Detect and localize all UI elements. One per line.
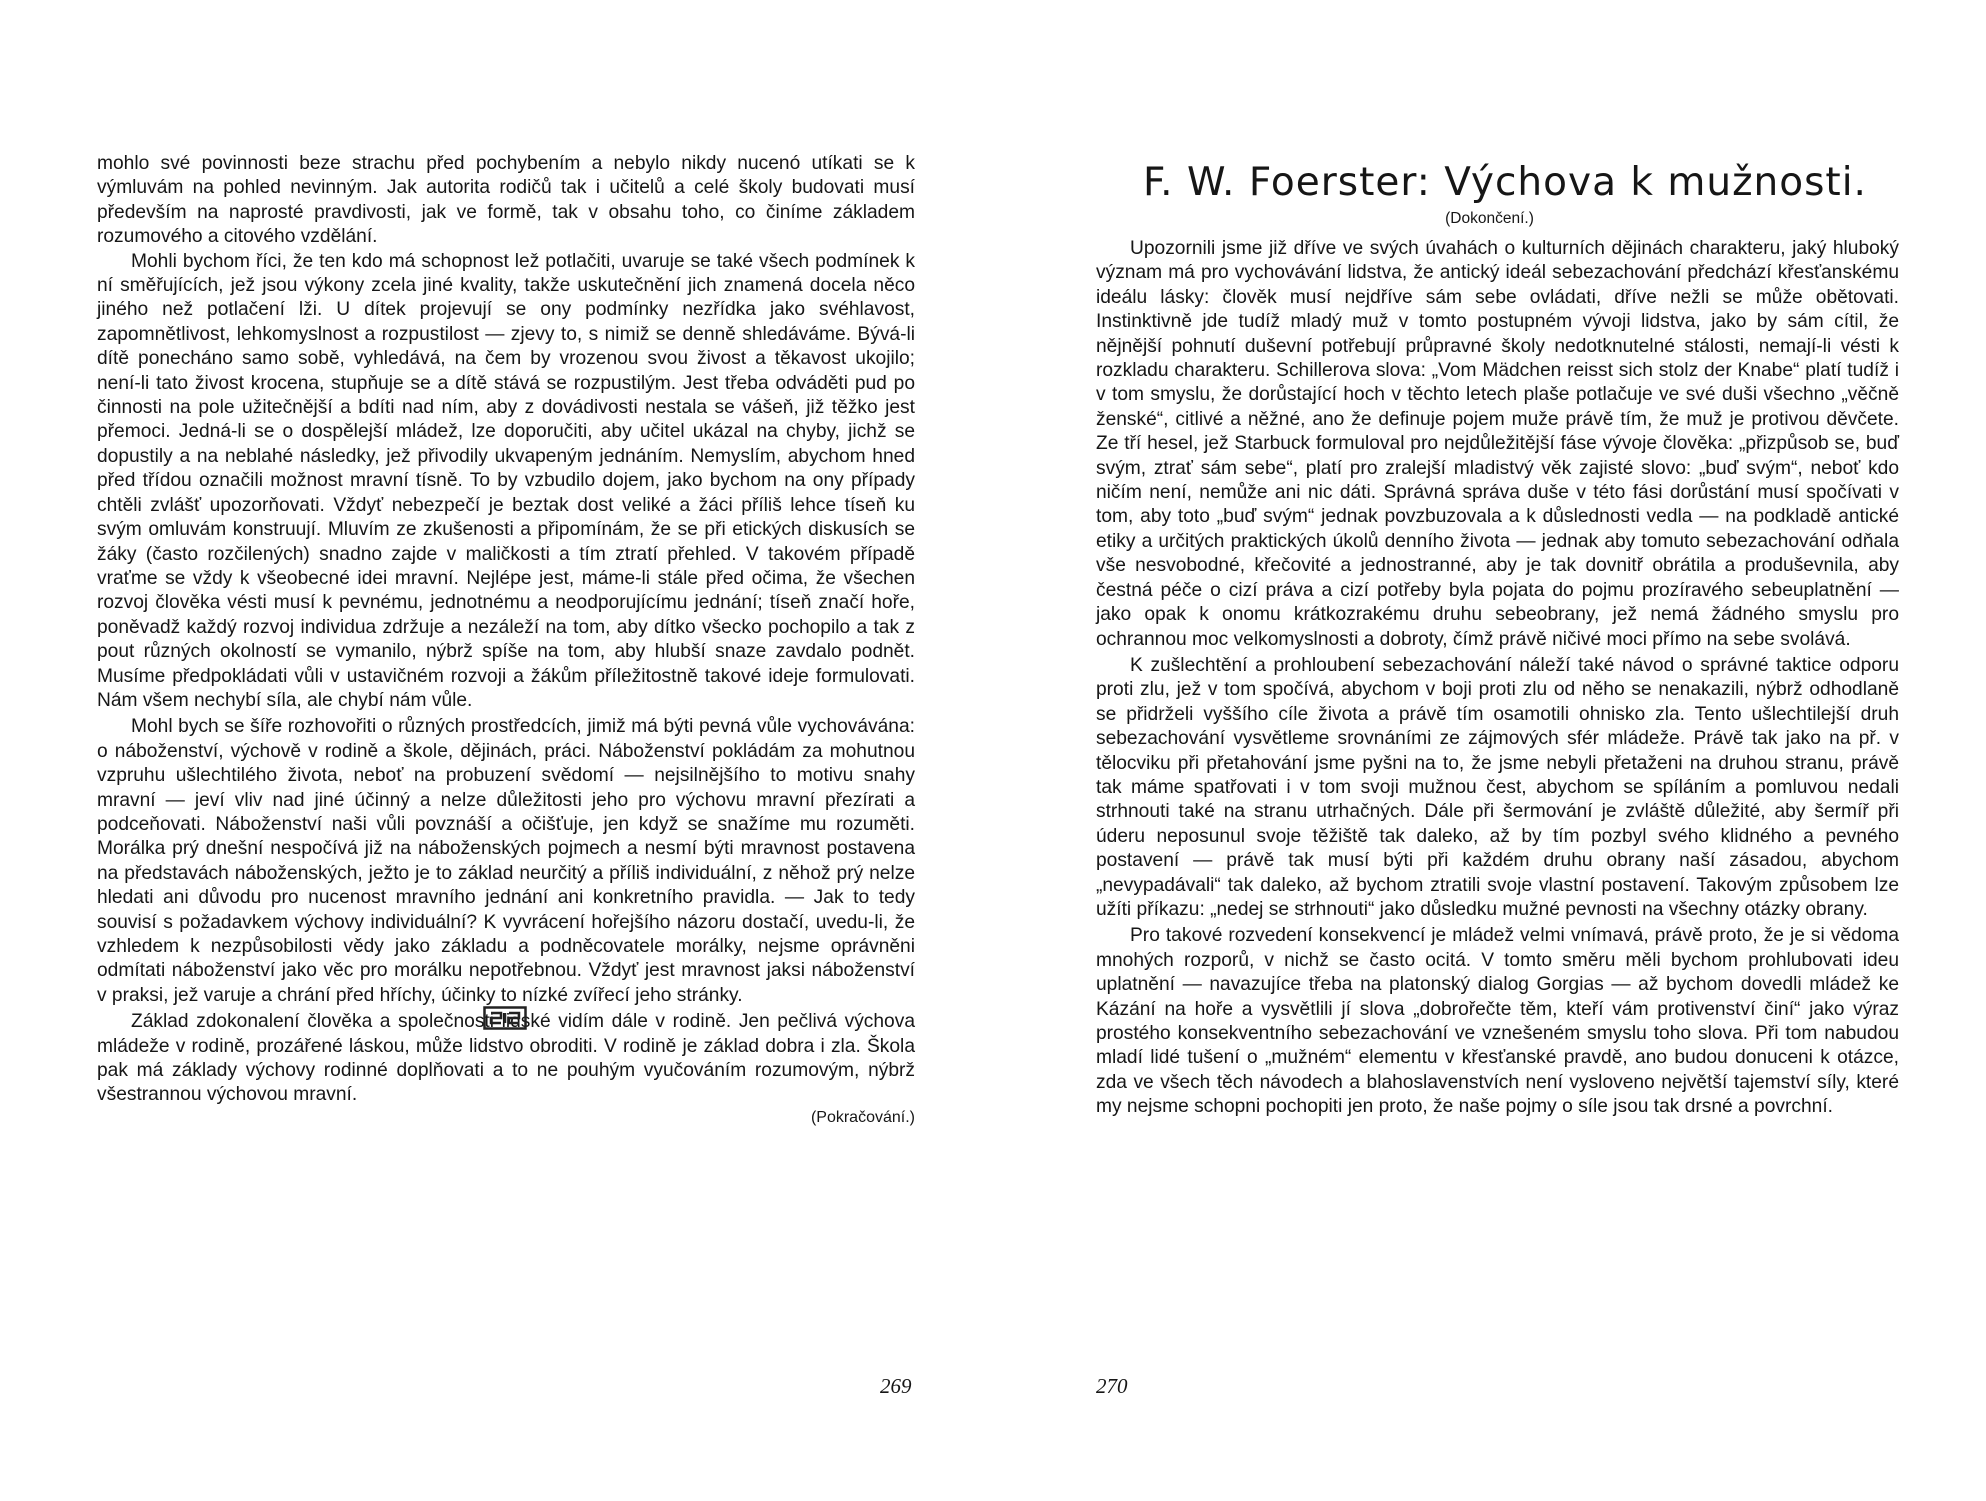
paragraph: Pro takové rozvedení konsekvencí je mládež velmi vnímavá, právě proto, že je si vědoma mnohých rozporů, v nichž se často ocitá. V tomto směru měli bychom prohlubovati ideu uplatnění — navazujíce třeba na platonský dialog Gorgias — až bychom dovedli mládež ke Kázání na hoře a vysvětlili jí slova „dobrořečte těm, kteří vám protivenství činí“ jako výraz prostého konsekventního sebezachování ve vznešeném smyslu toho slova. Při tom nabudou mladí lidé tušení o „mužném“ elementu v křesťanské pravdě, ano budou donuceni k otázce, zda ve všech těch návodech a blahoslavenstvích není vysloveno největší tajemství síly, které my nejsme schopni pochopiti jen proto, že naše pojmy o síle jsou tak drsné a povrchní.	[1096, 925, 1899, 1118]
paragraph: Základ zdokonalení člověka a společnosti lidské vidím dále v rodině. Jen pečlivá výchova mládeže v rodině, prozářené láskou, může lidstvo obroditi. V rodině je základ dobra i zla. Škola pak má základy výchovy rodinné doplňovati a to ne pouhým vyučováním rozumovým, nýbrž všestrannou výchovou mravní.	[97, 1011, 915, 1106]
right-text-column	[1096, 237, 1899, 1120]
paragraph: K zušlechtění a prohloubení sebezachování náleží také návod o správné taktice odporu proti zlu, jež v tom spočívá, abychom v boji proti zlu od něho se nenakazili, nýbrž odhodlaně se přidrželi vyššího cíle života a právě tím osamotili ohnisko zla. Tento ušlechtilejší druh sebezachování vysvětleme srovnáními ze zájmových sfér mládeže. Právě tak jako na př. v tělocviku při přetahování jsme pyšni na to, že jsme nebyli přetaženi na druhou stranu, právě tak máme spatřovati i v tom svoji mužnou čest, abychom se spíláním a pomluvou nedali strhnouti také na stranu utrhačných. Dále při šermování je zvláště důležité, aby šermíř při úderu neposunul svoje těžiště tak daleko, až by tím pozbyl svého klidného a pevného postavení — právě tak musí býti při každém druhu obrany naší zásadou, abychom „nevypadávali“ tak daleko, až bychom ztratili svoje vlastní postavení. Takovým způsobem lze užíti příkazu: „nedej se strhnouti“ jako důsledku mužné pevnosti na všechny otázky obrany.	[1096, 654, 1899, 920]
page-number: 270	[1096, 1374, 1128, 1398]
ornament-icon	[483, 1006, 527, 1030]
right-page	[993, 0, 1986, 1501]
left-text-column	[97, 152, 915, 1130]
continued-note: (Pokračování.)	[810, 1108, 915, 1126]
article-title: F. W. Foerster: Výchova k mužnosti.	[1143, 160, 1867, 205]
page-number: 269	[880, 1374, 912, 1398]
paragraph: Mohl bych se šíře rozhovořiti o různých prostředcích, jimiž má býti pevná vůle vychovávána: o náboženství, výchově v rodině a škole, dějinách, práci. Náboženství pokládám za mohutnou vzpruhu ušlechtilého života, neboť na probuzení svědomí — nejsilnějšího to motivu snahy mravní — jeví vliv nad jiné účinný a nelze důležitosti jeho pro výchovu mravní přezírati a podceňovati. Náboženství naši vůli povznáší a očišťuje, jen když se snažíme mu rozuměti. Morálka prý dnešní nespočívá již na náboženských pojmech a nesmí býti mravnost postavena na představách náboženských, ježto je to základ neurčitý a příliš individuální, z něhož prý nelze hledati ani důvodu pro nucenost mravního jednání ani konkretního pravidla. — Jak to tedy souvisí s požadavkem výchovy individuální? K vyvrácení hořejšího názoru dostačí, uvedu-li, že vzhledem k nezpůsobilosti vědy jako základu a podněcovatele morálky, nejsme oprávněni odmítati náboženství jako věc pro morálku nepotřebnou. Vždyť jest mravnost jaksi náboženství v praksi, jež varuje a chrání před hříchy, účinky to nízké zvířecí jeho stránky.	[97, 716, 915, 1006]
paragraph: Upozornili jsme již dříve ve svých úvahách o kulturních dějinách charakteru, jaký hluboký význam má pro vychovávání lidstva, že antický ideál sebezachování předchází křesťanskému ideálu lásky: člověk musí nejdříve sám sebe ovládati, dříve nežli se může obětovati. Instinktivně jde tudíž mladý muž v tomto postupném vývoji lidstva, jako by sám cítil, že nějnější pohnutí duševní potřebují průpravné školy nedotknutelné stálosti, nemají-li vésti k rozkladu charakteru. Schillerova slova: „Vom Mädchen reisst sich stolz der Knabe“ platí tudíž i v tom smyslu, že dorůstající hoch v těchto letech plaše potlačuje ve své duši všechno „věčně ženské“, citlivé a něžné, ano že definuje pojem muže právě tím, že muž je protivou děvčete. Ze tří hesel, jež Starbuck formuloval pro nejdůležitější fáse vývoje člověka: „přizpůsob se, buď svým, ztrať sám sebe“, platí pro zralejší mladistvý věk zajisté slovo: „buď svým“, neboť kdo ničím není, nemůže ani nic dáti. Správná správa duše v této fási dorůstání musí spočívati v tom, aby toto „buď svým“ jednak povzbuzovala a k důslednosti vedla — na podkladě antické etiky a určitých praktických úkolů denního života — jednak aby tomuto sebezachování odňala vše nesvobodné, křečovité a jednostranné, aby je tak dovnitř obrátila a produševnila, aby čestná péče o cizí práva a cizí potřeby byla pojata do pojmu prozíravého sebeuplatnění — jako opak k onomu krátkozrakému druhu sebeobrany, jež nemá žádného smyslu pro ochrannou moc velkomyslnosti a dobroty, čímž právě ničivé moci přímo na sebe svolává.	[1096, 238, 1899, 650]
paragraph: Mohli bychom říci, že ten kdo má schopnost lež potlačiti, uvaruje se také všech podmínek k ní směřujících, jež jsou výkony zcela jiné kvality, takže uskutečnění jich znamená docela něco jiného než potlačení lži. U dítek projevují se ony podmínky nezřídka jako svéhlavost, zapomnětlivost, lehkomyslnost a rozpustilost — zjevy to, s nimiž se denně shledáváme. Bývá-li dítě ponecháno samo sobě, vyhledává, na čem by vrozenou svou živost a těkavost ukojilo; není-li tato živost krocena, stupňuje se a dítě stává se rozpustilým. Jest třeba odváděti pud po činnosti na pole užitečnější a bdíti nad ním, aby z dovádivosti nestala se vášeň, již těžko jest přemoci. Jedná-li se o dospělejší mládež, lze doporučiti, aby učitel ukázal na chyby, jichž se dopustily a na neblahé následky, jež přivodily ukvapeným jednáním. Nemyslím, abychom hned před třídou označili možnost mravní tísně. To by vzbudilo dojem, jako bychom na ony případy chtěli zvlášť upozorňovati. Vždyť nebezpečí je beztak dost veliké a žáci příliš lehce tíseň ku svým omluvám konstruují. Mluvím ze zkušenosti a připomínám, že se při etických diskusích se žáky (často rozčilených) snadno zajde v maličkosti a tím ztratí přehled. V takovém případě vraťme se vždy k všeobecné idei mravní. Nejlépe jest, máme-li stále před očima, že všechen rozvoj člověka vésti musí k pevnému, jednotnému a neodporujícímu jednání; tíseň značí hoře, poněvadž každý rozvoj individua zdržuje a nezáleží na tom, aby dítko všecko pochopilo a tak z pout různých okolností se vymanilo, nýbrž spíše na tom, aby hlubší snaze zavdalo podnět. Musíme předpokládati vůli v ustavičném rozvoji a žákům příležitostně takové ideje formulovati. Nám všem nechybí síla, ale chybí nám vůle.	[97, 250, 915, 711]
paragraph: mohlo své povinnosti beze strachu před pochybením a nebylo nikdy nucenó utíkati se k výmluvám na pohled nevinným. Jak autorita rodičů tak i učitelů a celé školy budovati musí především na naprosté pravdivosti, jak ve formě, tak v obsahu toho, co činíme základem rozumového a citového vzdělání.	[97, 153, 915, 248]
article-subtitle: (Dokončení.)	[1445, 210, 1534, 227]
